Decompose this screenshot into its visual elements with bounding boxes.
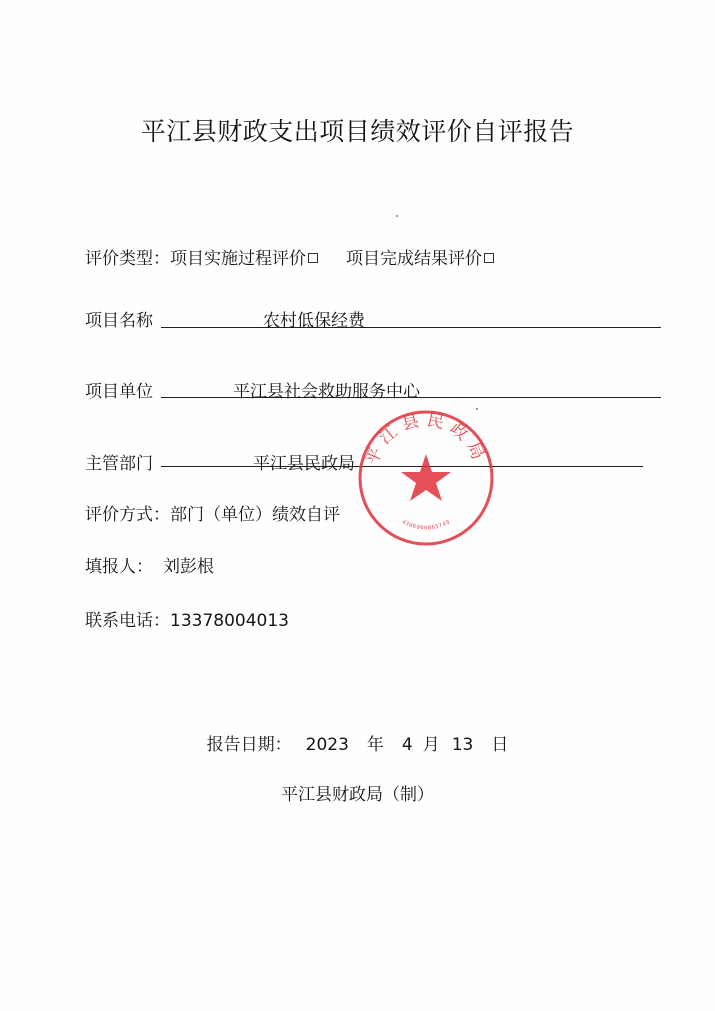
project-unit-row [85,377,665,401]
seal-code: 4306000065749 [400,519,452,532]
filler-value: 刘彭根 [163,557,214,577]
eval-type-row [85,244,504,269]
report-date-label: 报告日期： [206,735,292,755]
supervisor-label: 主管部门 [85,454,153,474]
report-date-day: 13 [451,735,474,755]
scan-speck [396,215,398,217]
project-name-row [85,306,665,330]
project-unit-label: 项目单位 [85,382,153,402]
project-name-underline [161,327,661,328]
project-unit-value: 平江县社会救助服务中心 [233,382,420,402]
scan-speck [476,408,478,410]
report-date-month: 4 [401,735,413,755]
phone-value: 13378004013 [170,611,289,631]
report-date-day-unit: 日 [491,735,509,755]
report-date-year: 2023 [305,735,349,755]
report-date-month-unit: 月 [422,735,440,755]
issuer-line: 平江县财政局（制） [281,785,434,805]
project-name-value: 农村低保经费 [263,311,365,331]
eval-method-value: 部门（单位）绩效自评 [170,505,340,525]
eval-type-result-checkbox[interactable] [484,253,494,263]
supervisor-value: 平江县民政局 [253,454,355,474]
filler-row [85,552,214,577]
official-seal [356,408,496,548]
report-date-year-unit: 年 [366,735,384,755]
star-icon [401,454,451,501]
filler-label: 填报人： [85,557,153,577]
phone-row [85,606,289,631]
phone-label: 联系电话： [85,611,170,631]
project-name-label: 项目名称 [85,311,153,331]
eval-type-option-process: 项目实施过程评价 [170,249,306,269]
eval-type-label: 评价类型： [85,249,170,269]
page-title: 平江县财政支出项目绩效评价自评报告 [140,117,575,146]
eval-method-row [85,500,340,525]
eval-method-label: 评价方式： [85,505,170,525]
eval-type-process-checkbox[interactable] [308,253,318,263]
report-date-row [0,730,715,755]
eval-type-option-result: 项目完成结果评价 [346,249,482,269]
seal-text: 平江县民政局 [361,410,491,469]
